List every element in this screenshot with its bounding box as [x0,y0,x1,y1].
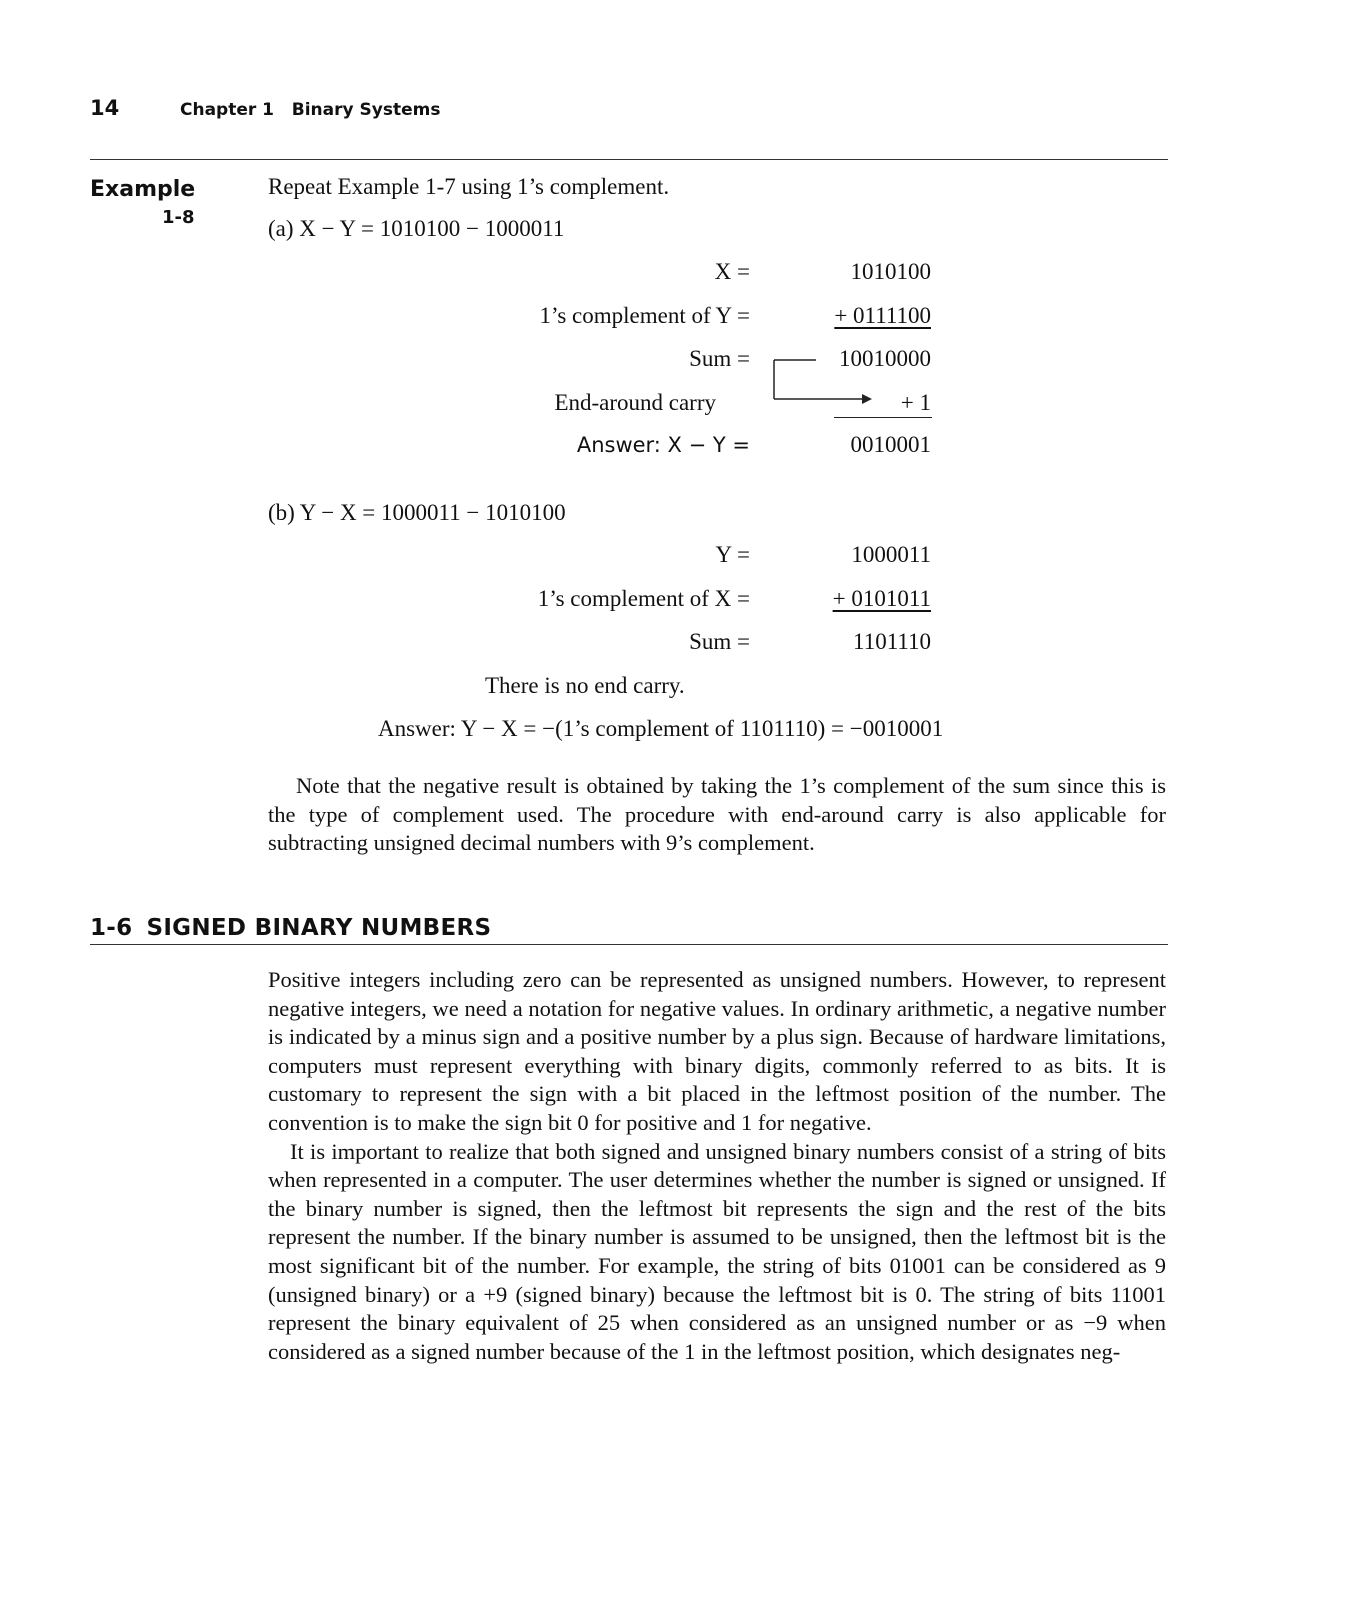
section-heading [90,915,491,941]
section-body [268,966,1166,1366]
section-number: 1-6 [90,915,133,941]
part-a-row-value: + 0111100 [834,303,931,328]
part-a-row-value: 1010100 [850,259,931,284]
page-number: 14 [90,96,120,120]
section-rule [90,944,1168,945]
part-b-row-value: 1101110 [853,629,931,654]
part-a-row-label: X = [714,259,750,284]
example-note: Note that the negative result is obtained by taking the 1’s complement of the sum since this is the type of complement used. The procedure with end-around carry is also applicable for subtracting unsigned decimal numbers with 9’s complement. [268,773,1166,856]
part-b-row-label: Y = [715,542,750,567]
part-b-row-label: 1’s complement of X = [537,586,750,611]
part-a-row-label: End-around carry [554,390,716,415]
no-end-carry-text: There is no end carry. [485,673,685,698]
part-b-row-value: + 0101011 [832,586,931,611]
part-a-answer-value: 0010001 [850,432,931,457]
part-b-row-label: Sum = [689,629,750,654]
end-around-carry-arrow-icon [766,350,876,408]
example-intro: Repeat Example 1-7 using 1’s complement. [268,174,670,199]
part-a-statement: (a) X − Y = 1010100 − 1000011 [268,216,565,241]
section-paragraph: It is important to realize that both signed and unsigned binary numbers consist of a string of bits when represented in a computer. The user determines whether the number is signed or unsigned. If the binary number is signed, then the leftmost bit represents the sign and the rest of the bits represent the number. If the binary number is assumed to be unsigned, then the leftmost bit is the most significant bit of the number. For example, the string of bits 01001 can be considered as 9 (unsigned binary) or a +9 (signed binary) because the leftmost bit is 0. The string of bits 11001 represent the binary equivalent of 25 when considered as an unsigned number or as −9 when considered as a signed number because of the 1 in the leftmost position, which designates neg- [268,1138,1166,1364]
header-rule [90,159,1168,160]
example-label: Example [90,177,196,202]
part-b-row-value: 1000011 [851,542,931,567]
section-title: SIGNED BINARY NUMBERS [146,915,492,941]
running-head: Chapter 1 Binary Systems [180,100,441,120]
part-a-row-label: Sum = [689,346,750,371]
part-a-row-value: + 1 [900,390,931,415]
part-a-row-value: 10010000 [839,346,931,371]
section-paragraph: Positive integers including zero can be represented as unsigned numbers. However, to represent negative integers, we need a notation for negative values. In ordinary arithmetic, a negative number is indicated by a minus sign and a positive number by a plus sign. Because of hardware limitations, computers must represent everything with binary digits, commonly referred to as bits. It is customary to represent the sign with a bit placed in the leftmost position of the number. The convention is to make the sign bit 0 for positive and 1 for negative. [268,967,1166,1135]
sum-rule [834,417,932,418]
part-b-statement: (b) Y − X = 1000011 − 1010100 [268,500,566,525]
part-a-row-label: 1’s complement of Y = [539,303,750,328]
example-number: 1-8 [162,207,195,228]
part-a-answer-label: Answer: X − Y = [576,433,750,457]
part-b-answer: Answer: Y − X = −(1’s complement of 1101110) = −0010001 [378,716,944,741]
